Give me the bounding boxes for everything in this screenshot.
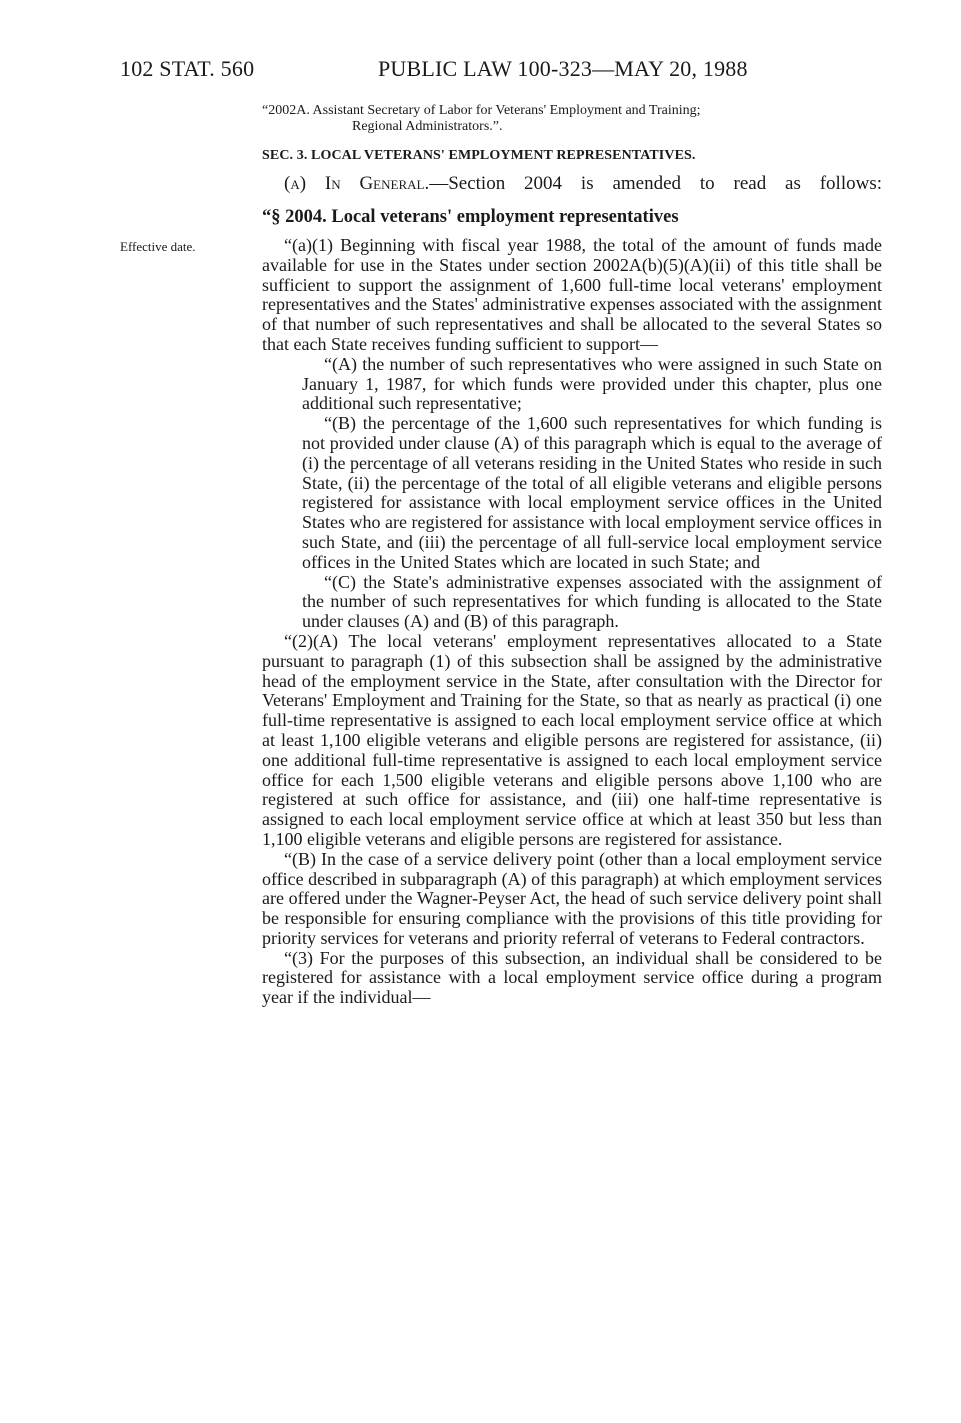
paragraph-2b: “(B) In the case of a service delivery point (other than a local employment service office described in subparagraph (A) of this paragraph) at which employment services are offered under the Wagner-Peyser Act, the head of such service delivery point shall be responsible for ensuring compliance with the provisions of this title providing for priority services for veterans and priority referral of veterans to Federal contractors.: [262, 848, 882, 948]
toc-entry-line2: Regional Administrators.”.: [352, 119, 503, 134]
table-of-contents-entry: [262, 103, 882, 135]
section-heading: SEC. 3. LOCAL VETERANS' EMPLOYMENT REPRESENTATIVES.: [262, 148, 696, 163]
in-general-label: (a) In General.: [284, 173, 430, 194]
margin-note: Effective date.: [120, 239, 196, 254]
in-general-text: —Section 2004 is amended to read as follows:: [429, 173, 883, 194]
paragraph-2a: “(2)(A) The local veterans' employment representatives allocated to a State pursuant to paragraph (1) of this subsection shall be assigned by the administrative head of the employment service in the State, after consultation with the Director for Veterans' Employment and Training for the State, so that as nearly as practical (i) one full-time representative is assigned to each local employment service office at which at least 1,100 eligible veterans and eligible persons are registered for assistance, (ii) one additional full-time representative is assigned to each local employment service office for each 1,500 eligible veterans and eligible persons above 1,100 who are registered at such office for assistance, and (iii) one half-time representative is assigned to each local employment service office at which at least 350 but less than 1,100 eligible veterans and eligible persons are registered for assistance.: [262, 630, 882, 849]
clause-a: “(A) the number of such representatives who were assigned in such State on January 1, 1987, for which funds were provided under this chapter, plus one additional such representative;: [302, 353, 882, 414]
in-general-paragraph: [284, 173, 882, 195]
clause-b: “(B) the percentage of the 1,600 such representatives for which funding is not provided under clause (A) of this paragraph which is equal to the average of (i) the percentage of all veterans residing in the United States who reside in such State, (ii) the percentage of the total of all eligible veterans and eligible persons registered for assistance with local employment service offices in the United States who are registered for assistance with local employment service offices in such State, and (iii) the percentage of all full-service local employment service offices in the United States which are located in such State; and: [302, 413, 882, 572]
clause-c: “(C) the State's administrative expenses associated with the assignment of the number of such representatives for which funding is allocated to the State under clauses (A) and (B) of this paragraph.: [302, 571, 882, 632]
page-reference: 102 STAT. 560: [120, 56, 255, 81]
paragraph-a1: “(a)(1) Beginning with fiscal year 1988, the total of the amount of funds made available for use in the States under section 2002A(b)(5)(A)(ii) of this title shall be sufficient to support the assignment of 1,600 full-time local veterans' employment representatives and the States' administrative expenses associated with the assignment of that number of such representatives and shall be allocated to the several States so that each State receives funding sufficient to support—: [262, 235, 882, 354]
toc-entry-line1: “2002A. Assistant Secretary of Labor for Veterans' Employment and Training;: [262, 103, 701, 118]
running-header: PUBLIC LAW 100-323—MAY 20, 1988: [378, 56, 748, 81]
body-text: [262, 236, 882, 1008]
paragraph-3: “(3) For the purposes of this subsection, an individual shall be considered to be registered for assistance with a local employment service office during a program year if the individual—: [262, 947, 882, 1008]
section-title: “§ 2004. Local veterans' employment representatives: [262, 207, 679, 227]
